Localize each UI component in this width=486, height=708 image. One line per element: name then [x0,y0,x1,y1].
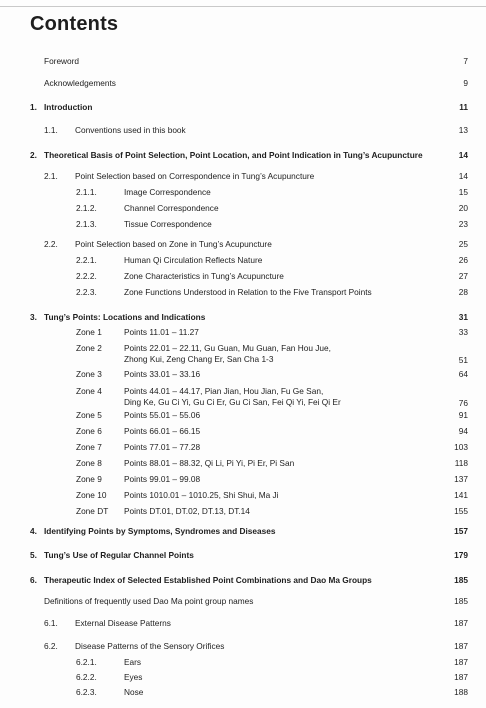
chapter-title: Identifying Points by Symptoms, Syndromes and Diseases [44,526,276,536]
subsection-number: 6.2.1. [76,657,97,667]
chapter-page: 157 [454,526,468,536]
subsection-page: 187 [454,657,468,667]
toc-zone-5[interactable] [76,409,468,421]
toc-entry-acknowledgements[interactable] [44,77,468,89]
subsection-page: 15 [458,187,468,197]
section-page: 187 [454,641,468,651]
subsection-label: Tissue Correspondence [124,219,212,229]
toc-chapter-2[interactable] [30,149,468,161]
section-page: 25 [458,239,468,249]
toc-subsection-6-2-2[interactable] [76,671,468,683]
subsection-page: 188 [454,687,468,697]
toc-zone-8[interactable] [76,457,468,469]
section-page: 14 [458,171,468,181]
zone-points: Points 11.01 – 11.27 [124,327,199,337]
zone-label: Zone 10 [76,490,107,500]
zone-page: 91 [458,410,468,420]
subsection-page: 23 [458,219,468,229]
zone-points-cont: Zhong Kui, Zeng Chang Er, San Cha 1-3 [124,354,274,364]
subsection-label: Zone Characteristics in Tung’s Acupuncture [124,271,284,281]
zone-label: Zone 2 [76,343,102,353]
zone-points-cont: Ding Ke, Gu Ci Yi, Gu Ci Er, Gu Ci San, Fei Qi Yi, Fei Qi Er [124,397,341,407]
zone-label: Zone 5 [76,410,102,420]
toc-subsection-6-2-3[interactable] [76,686,468,698]
subsection-number: 2.2.2. [76,271,97,281]
zone-page: 137 [454,474,468,484]
chapter-title: Introduction [44,102,93,112]
toc-section-6-1[interactable] [44,617,468,629]
zone-points: Points 55.01 – 55.06 [124,410,201,420]
section-page: 187 [454,618,468,628]
toc-subsection-2-1-3[interactable] [76,218,468,230]
chapter-page: 11 [459,102,468,112]
page-title: Contents [30,13,119,35]
toc-chapter-5[interactable] [30,549,468,561]
section-number: 1.1. [44,125,58,135]
toc-chapter-3[interactable] [30,311,468,323]
chapter-number: 2. [30,150,37,160]
toc-zone-1[interactable] [76,326,468,338]
zone-label: Zone 6 [76,426,102,436]
toc-zone-9[interactable] [76,473,468,485]
subsection-page: 26 [458,255,468,265]
toc-subsection-2-1-1[interactable] [76,186,468,198]
section-label: Point Selection based on Correspondence in Tung’s Acupuncture [75,171,315,181]
toc-zone-6[interactable] [76,425,468,437]
zone-page: 94 [458,426,468,436]
zone-page: 76 [458,398,468,408]
subsection-number: 2.1.2. [76,203,97,213]
zone-points: Points DT.01, DT.02, DT.13, DT.14 [124,506,250,516]
zone-page: 51 [458,355,468,365]
zone-points: Points 99.01 – 99.08 [124,474,201,484]
zone-page: 118 [454,458,468,468]
subsection-page: 28 [458,287,468,297]
chapter-number: 6. [30,575,37,585]
subsection-label: Zone Functions Understood in Relation to the Five Transport Points [124,287,372,297]
subsection-label: Nose [124,687,144,697]
chapter-number: 5. [30,550,37,560]
zone-label: Zone DT [76,506,109,516]
zone-label: Zone 1 [76,327,102,337]
toc-section-2-1[interactable] [44,170,468,182]
toc-subsection-2-1-2[interactable] [76,202,468,214]
toc-subsection-2-2-2[interactable] [76,270,468,282]
toc-zone-dt[interactable] [76,505,468,517]
toc-zone-4[interactable] [76,385,468,408]
zone-page: 155 [454,506,468,516]
zone-page: 33 [458,327,468,337]
chapter-title: Tung’s Use of Regular Channel Points [44,550,194,560]
toc-zone-3[interactable] [76,368,468,380]
zone-page: 103 [454,442,468,452]
subsection-page: 187 [454,672,468,682]
section-number: 6.1. [44,618,58,628]
subsection-page: 20 [458,203,468,213]
zone-label: Zone 9 [76,474,102,484]
chapter-title: Therapeutic Index of Selected Established Point Combinations and Dao Ma Groups [44,575,372,585]
zone-label: Zone 8 [76,458,102,468]
zone-points: Points 77.01 – 77.28 [124,442,201,452]
zone-points: Points 44.01 – 44.17, Pian Jian, Hou Jian, Fu Ge San, [124,386,324,396]
toc-entry-foreword[interactable] [44,55,468,67]
zone-points: Points 1010.01 – 1010.25, Shi Shui, Ma Ji [124,490,279,500]
zone-points: Points 22.01 – 22.11, Gu Guan, Mu Guan, Fan Hou Jue, [124,343,331,353]
chapter-number: 4. [30,526,37,536]
entry-page: 7 [463,56,468,66]
entry-page: 185 [454,596,468,606]
subsection-label: Channel Correspondence [124,203,219,213]
subsection-label: Eyes [124,672,143,682]
zone-points: Points 33.01 – 33.16 [124,369,201,379]
chapter-number: 3. [30,312,37,322]
subsection-number: 2.1.1. [76,187,97,197]
toc-entry-dao-ma-definitions[interactable] [44,595,468,607]
toc-chapter-1[interactable] [30,101,468,113]
toc-zone-7[interactable] [76,441,468,453]
subsection-label: Human Qi Circulation Reflects Nature [124,255,263,265]
top-rule [0,6,486,7]
section-page: 13 [458,125,468,135]
toc-chapter-6[interactable] [30,574,468,586]
section-label: External Disease Patterns [75,618,171,628]
zone-label: Zone 3 [76,369,102,379]
zone-page: 64 [458,369,468,379]
section-number: 6.2. [44,641,58,651]
toc-subsection-6-2-1[interactable] [76,656,468,668]
zone-points: Points 88.01 – 88.32, Qi Li, Pi Yi, Pi Er, Pi San [124,458,295,468]
toc-section-6-2[interactable] [44,640,468,652]
subsection-number: 6.2.2. [76,672,97,682]
toc-subsection-2-2-1[interactable] [76,254,468,266]
chapter-page: 179 [454,550,468,560]
subsection-number: 6.2.3. [76,687,97,697]
entry-label: Acknowledgements [44,78,116,88]
zone-points: Points 66.01 – 66.15 [124,426,201,436]
toc-zone-10[interactable] [76,489,468,501]
chapter-page: 31 [458,312,468,322]
subsection-number: 2.1.3. [76,219,97,229]
section-label: Disease Patterns of the Sensory Orifices [75,641,225,651]
entry-label: Foreword [44,56,80,66]
chapter-page: 185 [454,575,468,585]
chapter-page: 14 [458,150,468,160]
subsection-label: Image Correspondence [124,187,211,197]
section-label: Point Selection based on Zone in Tung’s Acupuncture [75,239,272,249]
chapter-number: 1. [30,102,37,112]
zone-page: 141 [454,490,468,500]
section-number: 2.2. [44,239,58,249]
entry-label: Definitions of frequently used Dao Ma point group names [44,596,254,606]
zone-label: Zone 4 [76,386,102,396]
section-number: 2.1. [44,171,58,181]
entry-page: 9 [463,78,468,88]
subsection-page: 27 [458,271,468,281]
zone-label: Zone 7 [76,442,102,452]
chapter-title: Theoretical Basis of Point Selection, Point Location, and Point Indication in Tung’s Acupuncture [44,150,423,160]
subsection-number: 2.2.1. [76,255,97,265]
subsection-label: Ears [124,657,142,667]
section-label: Conventions used in this book [75,125,186,135]
toc-zone-2[interactable] [76,342,468,365]
toc-section-1-1[interactable] [44,124,468,136]
subsection-number: 2.2.3. [76,287,97,297]
toc-subsection-2-2-3[interactable] [76,286,468,298]
toc-section-2-2[interactable] [44,238,468,250]
toc-chapter-4[interactable] [30,525,468,537]
chapter-title: Tung’s Points: Locations and Indications [44,312,206,322]
